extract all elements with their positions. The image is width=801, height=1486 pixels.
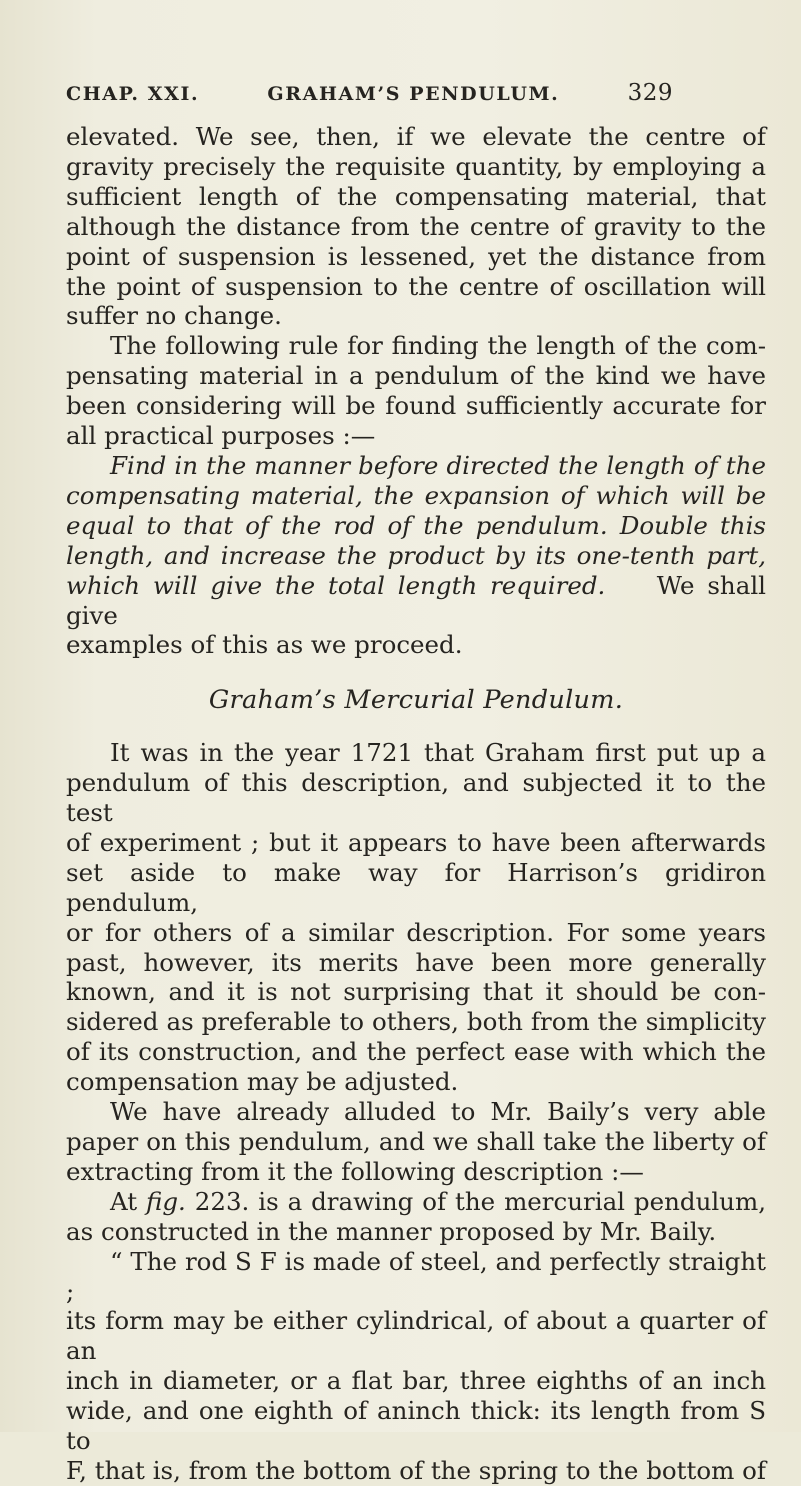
paragraph-end: [66, 1157, 766, 1187]
running-title: GRAHAM’S PENDULUM.: [267, 83, 560, 105]
running-header: [66, 80, 673, 106]
paragraph-end: [66, 630, 766, 660]
text-line: length, and increase the product by its one-tenth part,: [66, 540, 766, 570]
paragraph-end: [66, 421, 766, 451]
text-line: compensating material, the expansion of which will be: [66, 480, 766, 510]
text-line: although the distance from the centre of gravity to the: [66, 211, 766, 241]
fig-reference: fig.: [146, 1186, 186, 1216]
paragraph: [66, 1247, 766, 1307]
text-line: the point of suspension to the centre of oscillation will: [66, 271, 766, 301]
text-line: all practical purposes :—: [66, 421, 376, 451]
text-line: The following rule for finding the length of the com-: [110, 331, 766, 361]
text-line: wide, and one eighth of aninch thick: its length from S to: [66, 1396, 766, 1456]
text-fragment: 223. is a drawing of the mercurial pendulum,: [185, 1186, 766, 1216]
text-line: which will give the total length required.: [66, 570, 606, 600]
chapter-label: CHAP. XXI.: [66, 83, 200, 105]
text-line: elevated. We see, then, if we elevate the centre of: [66, 122, 766, 151]
text-line: known, and it is not surprising that it should be con-: [66, 977, 766, 1007]
paragraph-cont: [66, 1127, 766, 1157]
text-line: point of suspension is lessened, yet the distance from: [66, 241, 766, 271]
text-line: sufficient length of the compensating material, that: [66, 181, 766, 211]
rule-paragraph-cont: [66, 481, 766, 571]
text-line: or for others of a similar description. For some years: [66, 917, 766, 947]
text-line: F, that is, from the bottom of the spring to the bottom of: [66, 1455, 766, 1485]
paragraph: [66, 122, 766, 301]
text-line: compensation may be adjusted.: [66, 1067, 459, 1097]
text-line: gravity precisely the requisite quantity, by employing a: [66, 151, 766, 181]
paragraph-cont: [66, 768, 766, 1067]
text-line: equal to that of the rod of the pendulum. Double this: [66, 510, 766, 540]
paragraph: [66, 738, 766, 768]
paragraph-end: [66, 1067, 766, 1097]
text-fragment: At: [110, 1186, 147, 1216]
text-line: sidered as preferable to others, both from the simplicity: [66, 1007, 766, 1037]
paragraph-cont: [66, 361, 766, 421]
text-line: as constructed in the manner proposed by Mr. Baily.: [66, 1216, 717, 1246]
text-line: It was in the year 1721 that Graham first put up a: [110, 738, 766, 768]
text-line: paper on this pendulum, and we shall take the liberty of: [66, 1127, 766, 1156]
text-line: Find in the manner before directed the length of the: [110, 450, 766, 480]
text-line: of its construction, and the perfect ease with which the: [66, 1037, 766, 1067]
text-line: suffer no change.: [66, 301, 282, 331]
text-line: pensating material in a pendulum of the kind we have: [66, 361, 766, 391]
rule-paragraph: [66, 451, 766, 481]
text-line: of experiment ; but it appears to have been afterwards: [66, 827, 766, 857]
paragraph-end: [66, 301, 766, 331]
text-line: “ The rod S F is made of steel, and perfectly straight ;: [66, 1246, 766, 1306]
text-line: been considering will be found sufficiently accurate for: [66, 391, 766, 421]
text-line: extracting from it the following description :—: [66, 1156, 644, 1186]
text-line: inch in diameter, or a flat bar, three eighths of an inch: [66, 1366, 766, 1396]
text-line: past, however, its merits have been more generally: [66, 947, 766, 977]
paragraph: [66, 331, 766, 361]
paragraph: [66, 1187, 766, 1217]
text-line: pendulum of this description, and subjected it to the test: [66, 768, 766, 828]
text-line: examples of this as we proceed.: [66, 630, 463, 660]
paragraph-end: [66, 1217, 766, 1247]
paragraph: [66, 1097, 766, 1127]
paragraph-cont: [66, 1306, 766, 1485]
text-line: set aside to make way for Harrison’s gridiron pendulum,: [66, 857, 766, 917]
text-line: its form may be either cylindrical, of about a quarter of an: [66, 1306, 766, 1366]
text-line: [110, 1187, 766, 1216]
section-heading: Graham’s Mercurial Pendulum.: [208, 685, 624, 716]
page-body: [66, 122, 766, 1486]
rule-paragraph-mixed: [66, 571, 766, 631]
text-line: We have already alluded to Mr. Baily’s very able: [110, 1097, 766, 1127]
text-line: We shall give: [66, 570, 766, 630]
page-number: 329: [627, 80, 673, 106]
